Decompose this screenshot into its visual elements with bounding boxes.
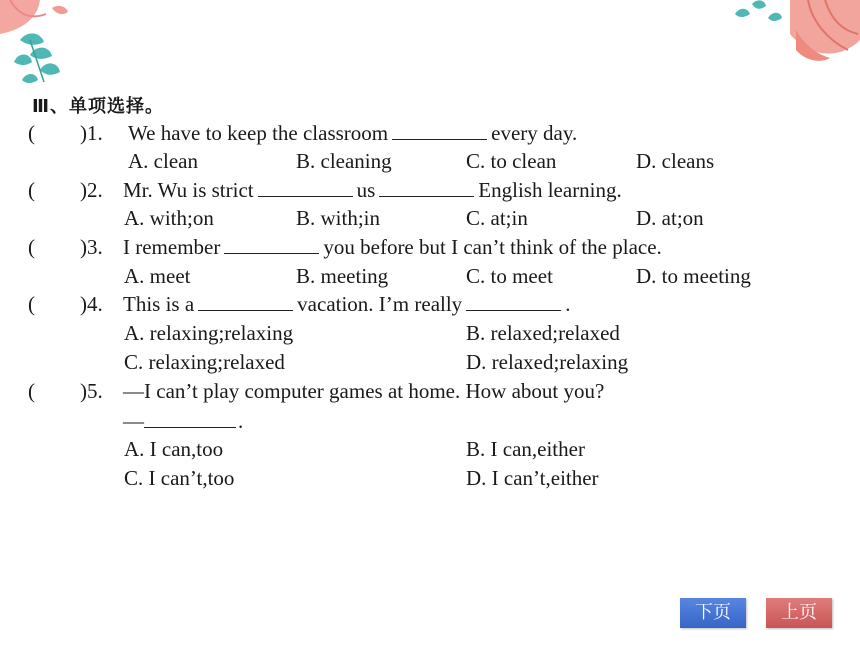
- answer-paren-close: ): [80, 379, 87, 403]
- option-c: C. at;in: [466, 206, 528, 230]
- answer-paren-close: ): [80, 235, 87, 259]
- option-c: C. relaxing;relaxed: [124, 350, 285, 374]
- question-number: 4.: [87, 292, 103, 316]
- option-d: D. relaxed;relaxing: [466, 350, 629, 374]
- option-a: A. clean: [128, 149, 198, 173]
- question-text: We have to keep the classroom every day.: [128, 121, 578, 145]
- answer-paren-close: ): [80, 292, 87, 316]
- next-page-button[interactable]: 下页: [680, 598, 746, 628]
- floral-decoration-top-right: [730, 0, 860, 70]
- answer-blank: [466, 292, 561, 311]
- question-text: I remember you before but I can’t think of the place.: [123, 235, 662, 259]
- option-c: C. to clean: [466, 149, 557, 173]
- question-text: This is a vacation. I’m really .: [123, 292, 571, 316]
- question-number: 1.: [87, 121, 103, 145]
- option-b: B. with;in: [296, 206, 381, 230]
- previous-page-button[interactable]: 上页: [766, 598, 832, 628]
- answer-blank: [198, 292, 293, 311]
- section-title: Ⅲ、单项选择。: [32, 96, 165, 117]
- answer-paren-open: (: [28, 178, 35, 202]
- answer-blank: [144, 409, 236, 428]
- question-text: —I can’t play computer games at home. How about you?: [123, 379, 605, 403]
- answer-paren-open: (: [28, 379, 35, 403]
- option-a: A. I can,too: [124, 437, 224, 461]
- option-d: D. I can’t,either: [466, 466, 599, 490]
- floral-decoration-top-left: [0, 0, 90, 95]
- answer-blank: [379, 178, 474, 197]
- question-number: 5.: [87, 379, 103, 403]
- response-line: — .: [123, 409, 244, 433]
- option-d: D. cleans: [636, 149, 715, 173]
- option-b: B. meeting: [296, 264, 389, 288]
- option-d: D. at;on: [636, 206, 704, 230]
- answer-blank: [224, 235, 319, 254]
- answer-paren-close: ): [80, 178, 87, 202]
- option-c: C. to meet: [466, 264, 553, 288]
- question-text: Mr. Wu is strict us English learning.: [123, 178, 622, 202]
- question-number: 3.: [87, 235, 103, 259]
- option-d: D. to meeting: [636, 264, 751, 288]
- question-number: 2.: [87, 178, 103, 202]
- answer-paren-open: (: [28, 121, 35, 145]
- option-a: A. with;on: [124, 206, 214, 230]
- answer-blank: [392, 121, 487, 140]
- option-c: C. I can’t,too: [124, 466, 235, 490]
- answer-blank: [258, 178, 353, 197]
- option-a: A. meet: [124, 264, 191, 288]
- answer-paren-open: (: [28, 235, 35, 259]
- option-b: B. relaxed;relaxed: [466, 321, 620, 345]
- option-a: A. relaxing;relaxing: [124, 321, 294, 345]
- option-b: B. cleaning: [296, 149, 392, 173]
- answer-paren-open: (: [28, 292, 35, 316]
- answer-paren-close: ): [80, 121, 87, 145]
- option-b: B. I can,either: [466, 437, 585, 461]
